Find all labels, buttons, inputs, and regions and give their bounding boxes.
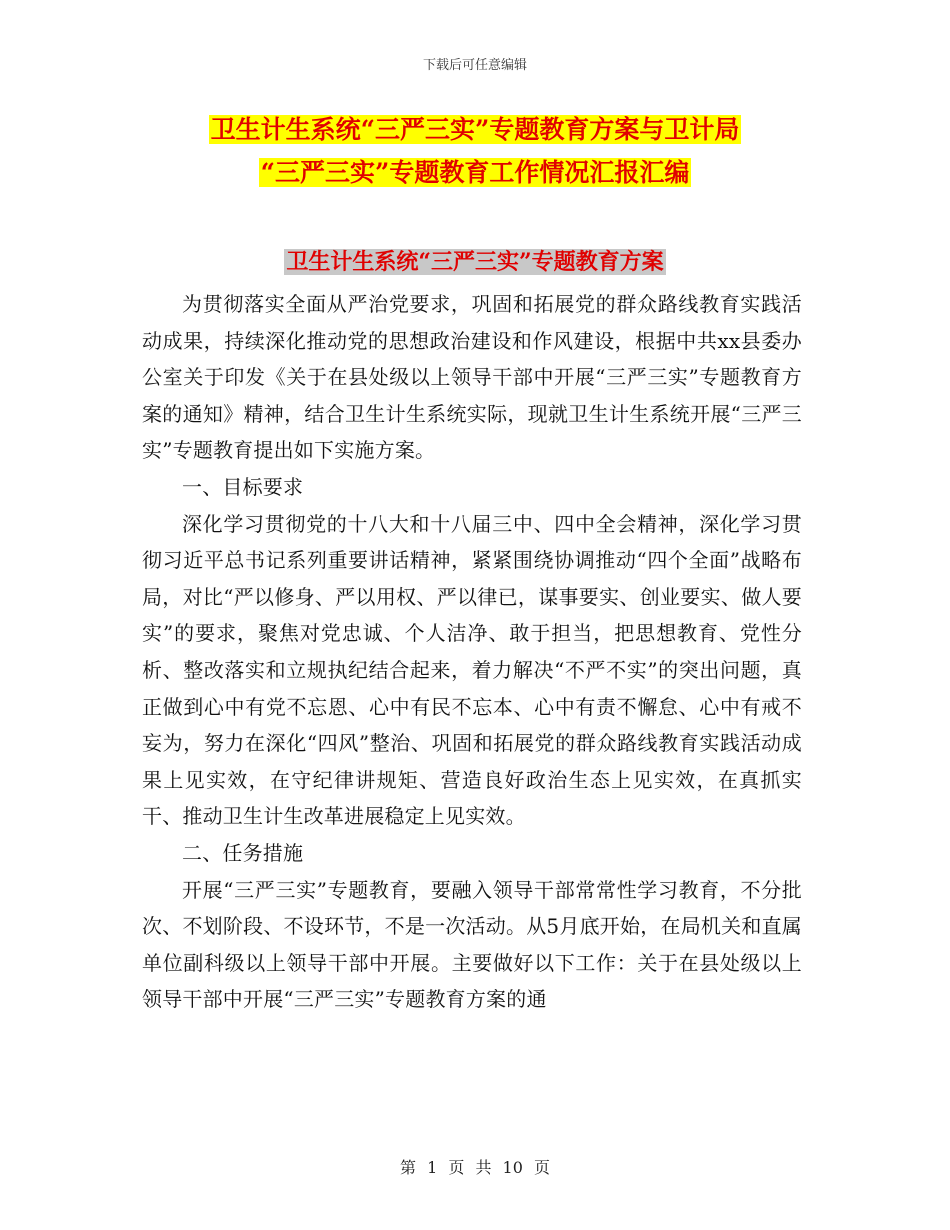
document-title-line-2-text: “三严三实”专题教育工作情况汇报汇编 — [260, 158, 690, 187]
heading-tasks: 二、任务措施 — [182, 840, 304, 865]
document-title-line-2 — [0, 157, 950, 189]
document-title-line-1-text: 卫生计生系统“三严三实”专题教育方案与卫计局 — [210, 115, 740, 144]
paragraph-tasks: 开展“三严三实”专题教育，要融入领导干部常常性学习教育，不分批次、不划阶段、不设环节，不是一次活动。从5月底开始，在局机关和直属单位副科级以上领导干部中开展。主要做好以下工作：关于在县处级以上领导干部中开展“三严三实”专题教育方案的通 — [142, 877, 802, 1012]
section-title — [0, 247, 950, 277]
heading-goals: 一、目标要求 — [182, 474, 304, 499]
paragraph-goals: 深化学习贯彻党的十八大和十八届三中、四中全会精神，深化学习贯彻习近平总书记系列重要讲话精神，紧紧围绕协调推动“四个全面”战略布局，对比“严以修身、严以用权、严以律已，谋事要实、创业要实、做人要实”的要求，聚焦对党忠诚、个人洁净、敢于担当，把思想教育、党性分析、整改落实和立规执纪结合起来，着力解决“不严不实”的突出问题，真正做到心中有党不忘恩、心中有民不忘本、心中有责不懈怠、心中有戒不妄为，努力在深化“四风”整治、巩固和拓展党的群众路线教育实践活动成果上见实效，在守纪律讲规矩、营造良好政治生态上见实效，在真抓实干、推动卫生计生改革进展稳定上见实效。 — [142, 511, 802, 829]
section-title-text: 卫生计生系统“三严三实”专题教育方案 — [286, 249, 664, 275]
document-body — [142, 286, 802, 1018]
document-title-line-1 — [0, 114, 950, 146]
paragraph-intro: 为贯彻落实全面从严治党要求，巩固和拓展党的群众路线教育实践活动成果，持续深化推动党的思想政治建设和作风建设，根据中共xx县委办公室关于印发《关于在县处级以上领导干部中开展“三严三实”专题教育方案的通知》精神，结合卫生计生系统实际，现就卫生计生系统开展“三严三实”专题教育提出如下实施方案。 — [142, 292, 802, 463]
page-footer: 第 1 页 共 10 页 — [400, 1158, 550, 1177]
header-note: 下载后可任意编辑 — [422, 58, 527, 73]
